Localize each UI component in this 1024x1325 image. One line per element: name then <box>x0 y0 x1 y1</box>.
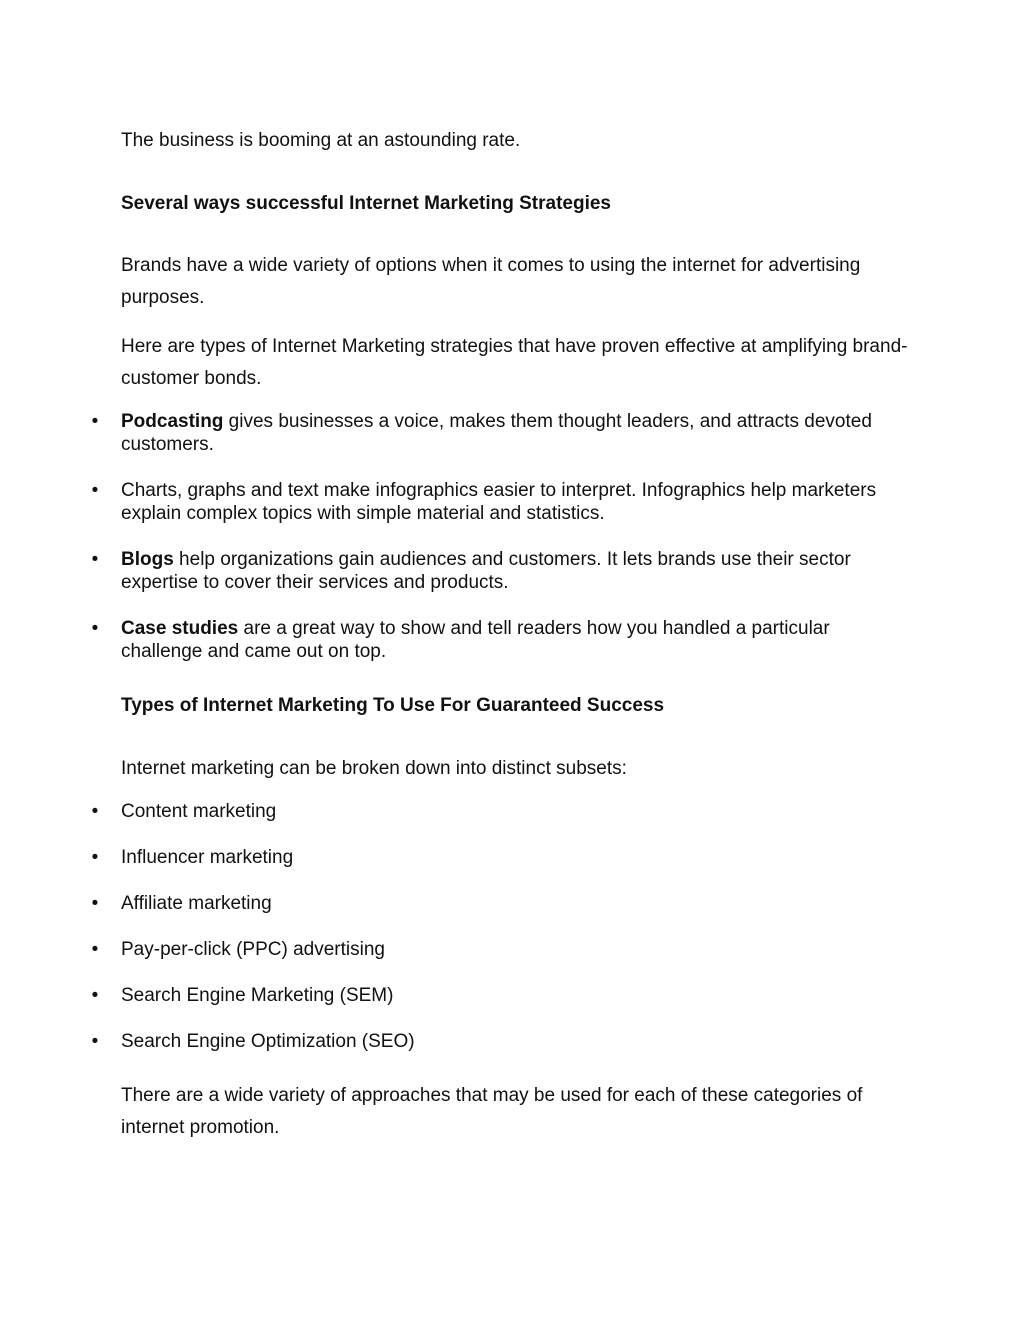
list-item-text <box>121 479 911 525</box>
list-item-text: Affiliate marketing <box>121 893 272 914</box>
bold-term: Case studies <box>121 618 239 639</box>
list-item-text: Influencer marketing <box>121 847 294 868</box>
list-item-text <box>121 617 911 663</box>
paragraph-brands-options: Brands have a wide variety of options when it comes to using the internet for advertising purposes. <box>121 255 861 308</box>
list-item-description: help organizations gain audiences and customers. It lets brands use their sector expertise to cover their services and products. <box>121 549 851 593</box>
list-item-text <box>121 548 911 594</box>
list-item-text: Pay-per-click (PPC) advertising <box>121 939 385 960</box>
paragraph-closing: There are a wide variety of approaches that may be used for each of these categories of internet promotion. <box>121 1085 863 1138</box>
section-heading-strategies: Several ways successful Internet Marketing Strategies <box>121 193 611 214</box>
bullet-icon: • <box>91 893 99 914</box>
list-item-description: Charts, graphs and text make infographics easier to interpret. Infographics help marketers explain complex topics with simple material and statistics. <box>121 480 877 524</box>
bullet-icon: • <box>91 801 99 822</box>
list-item-description: are a great way to show and tell readers how you handled a particular challenge and came out on top. <box>121 618 830 662</box>
paragraph-strategy-types: Here are types of Internet Marketing strategies that have proven effective at amplifying brand-customer bonds. <box>121 336 908 389</box>
bullet-icon: • <box>91 618 99 639</box>
paragraph-subsets-intro: Internet marketing can be broken down into distinct subsets: <box>121 758 627 779</box>
bullet-icon: • <box>91 1031 99 1052</box>
bullet-icon: • <box>91 411 99 432</box>
bullet-icon: • <box>91 847 99 868</box>
bold-term: Blogs <box>121 549 174 570</box>
bullet-icon: • <box>91 985 99 1006</box>
intro-paragraph: The business is booming at an astounding rate. <box>121 130 521 151</box>
bullet-icon: • <box>91 939 99 960</box>
list-item-text: Content marketing <box>121 801 277 822</box>
list-item-text: Search Engine Marketing (SEM) <box>121 985 394 1006</box>
section-heading-types: Types of Internet Marketing To Use For Guaranteed Success <box>121 695 665 716</box>
bullet-icon: • <box>91 480 99 501</box>
bold-term: Podcasting <box>121 411 224 432</box>
list-item-description: gives businesses a voice, makes them thought leaders, and attracts devoted customers. <box>121 411 872 455</box>
list-item-text <box>121 410 911 456</box>
bullet-icon: • <box>91 549 99 570</box>
list-item-text: Search Engine Optimization (SEO) <box>121 1031 415 1052</box>
